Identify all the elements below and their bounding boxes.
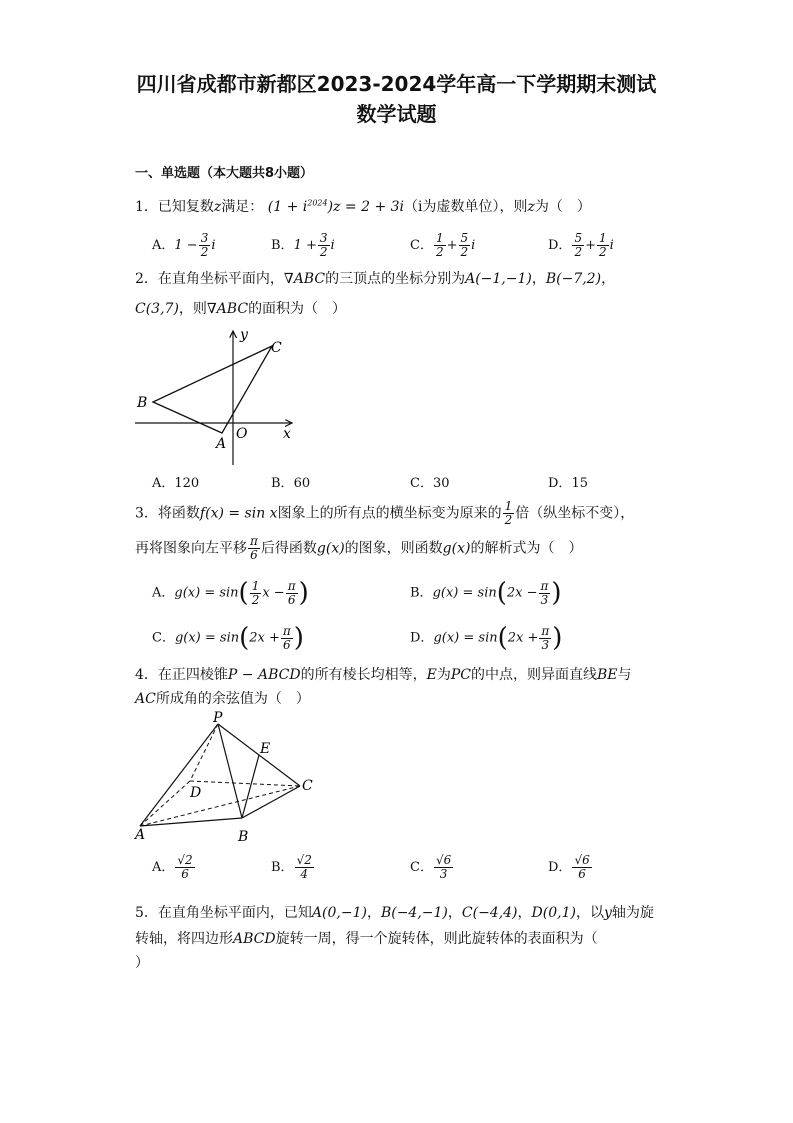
q3-option-c[interactable]: C．g(x) = sin(2x + $\frac{\pi}{6}$ )	[152, 623, 304, 653]
q2-option-b[interactable]: B．60	[271, 476, 311, 491]
q1-option-b[interactable]: B．1 + $\frac{3}{2}$ i	[271, 231, 335, 259]
question-5-stem-line2: 转轴，将四边形ABCD旋转一周，得一个旋转体，则此旋转体的表面积为（	[135, 931, 598, 947]
q4-option-a[interactable]: A． $\frac{√2}{6}$	[152, 853, 193, 881]
label-a: A	[135, 827, 146, 843]
label-x: x	[283, 426, 291, 442]
page-title: 四川省成都市新都区2023-2024学年高一下学期期末测试	[136, 72, 657, 96]
label-c: C	[302, 778, 313, 794]
triangle-abc	[153, 346, 272, 433]
label-a: A	[216, 436, 227, 452]
question-4-stem-line2: AC所成角的余弦值为（ ）	[135, 691, 310, 707]
question-4-stem-line1: 4．在正四棱锥P − ABCD的所有棱长均相等，E为PC的中点，则异面直线BE与	[135, 667, 632, 683]
question-2-stem-line1: 2．在直角坐标平面内，∇ABC的三顶点的坐标分别为A(−1,−1)，B(−7,2)，	[135, 271, 616, 287]
q4-option-d[interactable]: D． $\frac{√6}{6}$	[548, 853, 590, 881]
q3-option-a[interactable]: A．g(x) = sin( $\frac{1}{2}$ x − $\frac{\pi}{6}$ )	[152, 578, 309, 608]
label-d: D	[190, 785, 202, 801]
question-1-stem: 1．已知复数z满足： $(1 + i^{2024})z = 2 + 3i(i$为虚数单位），则z为（ ）	[135, 198, 591, 215]
page-subtitle: 数学试题	[356, 102, 437, 126]
question-2-stem-line2: C(3,7)，则∇ABC的面积为（ ）	[135, 301, 347, 317]
q4-option-c[interactable]: C． $\frac{√6}{3}$	[410, 853, 452, 881]
q2-triangle-figure	[130, 325, 300, 470]
q3-option-d[interactable]: D．g(x) = sin(2x + $\frac{\pi}{3}$ )	[410, 623, 563, 653]
label-b: B	[137, 395, 148, 411]
q1-option-a[interactable]: A．1 − $\frac{3}{2}$ i	[152, 231, 216, 259]
label-b: B	[238, 829, 249, 845]
section-heading: 一、单选题（本大题共8小题）	[135, 166, 314, 181]
label-e: E	[260, 741, 271, 757]
label-p: P	[213, 710, 223, 726]
q2-option-d[interactable]: D．15	[548, 476, 588, 491]
q4-option-b[interactable]: B． $\frac{√2}{4}$	[271, 853, 312, 881]
question-5-stem-line1: 5．在直角坐标平面内，已知A(0,−1)，B(−4,−1)，C(−4,4)，D(0,1)，以y轴为旋	[135, 905, 654, 921]
question-3-stem-line1: 3．将函数f(x) = sin x图象上的所有点的横坐标变为原来的 $\frac{1}{2}$ 倍（纵坐标不变），	[135, 499, 635, 527]
q2-option-a[interactable]: A．120	[152, 476, 200, 491]
q1-option-c[interactable]: C． $\frac{1}{2}$ + $\frac{5}{2}$ i	[410, 231, 476, 259]
label-o: O	[236, 426, 248, 442]
question-3-stem-line2: 再将图象向左平移 $\frac{\pi}{6}$ 后得函数g(x)的图象，则函数g(x)的解析式为（ ）	[135, 534, 583, 562]
q1-option-d[interactable]: D． $\frac{5}{2}$ + $\frac{1}{2}$ i	[548, 231, 614, 259]
label-y: y	[240, 327, 248, 343]
q2-option-c[interactable]: C．30	[410, 476, 450, 491]
question-5-stem-line3: ）	[135, 955, 149, 971]
q4-pyramid-figure	[130, 708, 320, 846]
q3-option-b[interactable]: B．g(x) = sin(2x − $\frac{\pi}{3}$ )	[410, 578, 562, 608]
label-c: C	[271, 340, 282, 356]
